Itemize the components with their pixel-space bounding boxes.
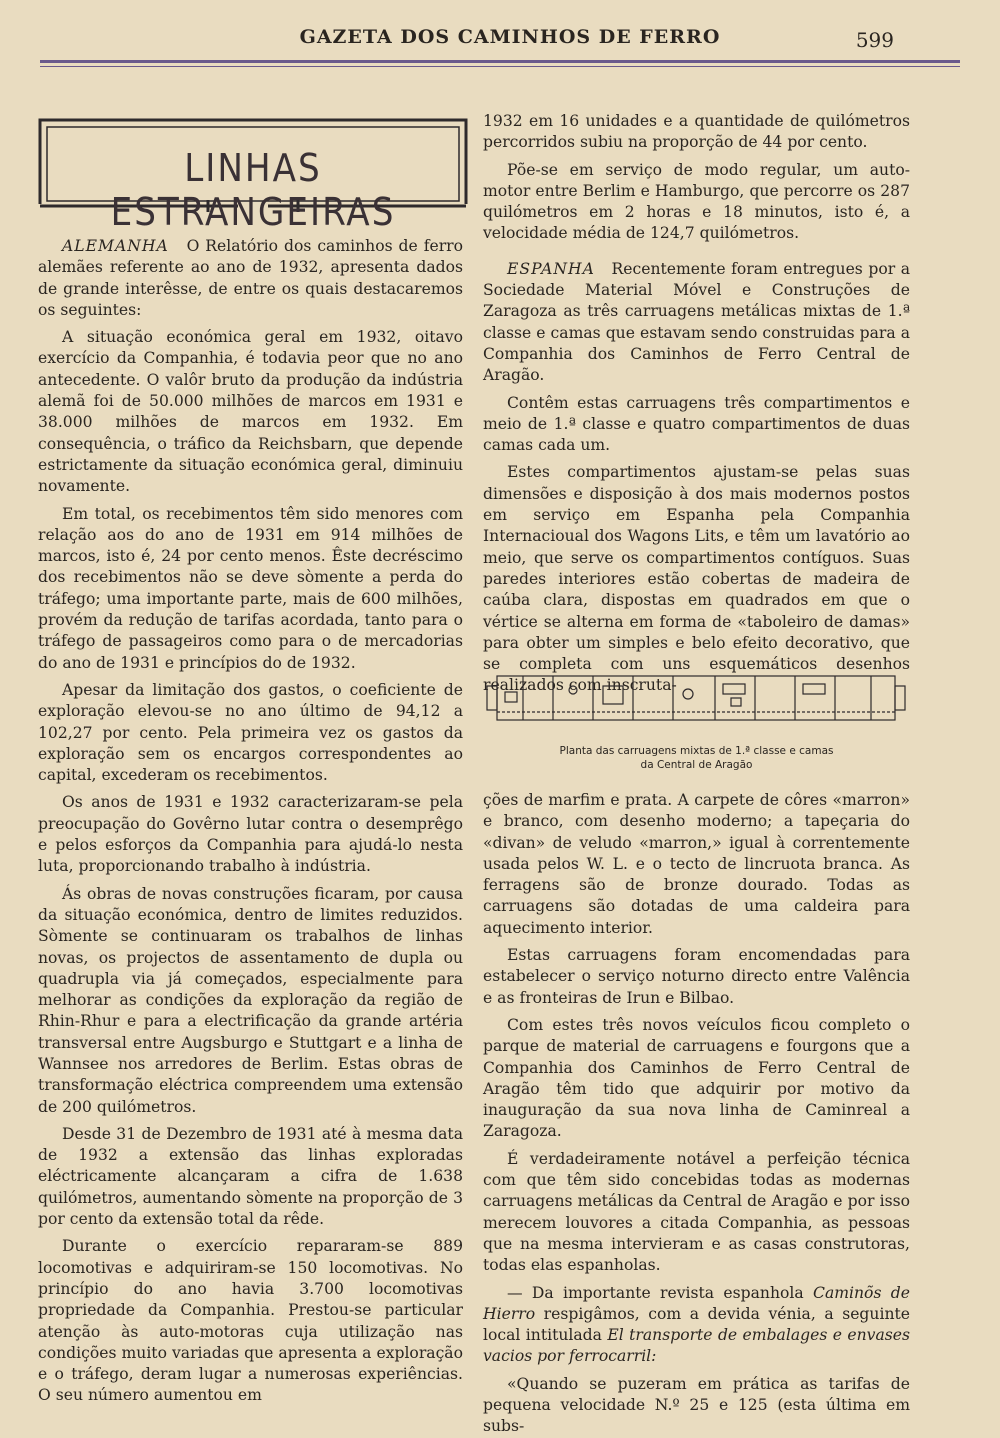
carriage-plan-drawing — [483, 664, 910, 740]
carriage-plan-figure — [483, 664, 910, 774]
masthead — [0, 18, 1000, 52]
paragraph: Desde 31 de Dezembro de 1931 até à mesma data de 1932 a extensão das linhas exploradas eléctricamente alcançaram a cifra de 1.638 quilómetros, aumentando sòmente na proporção de 3 por cento da extensão total da rêde. — [38, 1124, 463, 1229]
paragraph: Em total, os recebimentos têm sido menores com relação aos do ano de 1931 em 914 milhões de marcos, isto é, 24 por cento menos. Êste decréscimo dos recebimentos não se deve sòmente a perda do tráfego; uma importante parte, mais de 600 milhões, provém da redução de tarifas acordada, tanto para o tráfego de passageiros como para o de mercadorias do ano de 1931 e princípios do de 1932. — [38, 504, 463, 672]
paragraph: Os anos de 1931 e 1932 caracterizaram-se pela preocupação do Govêrno lutar contra o desemprêgo e pelos esforços da Companhia para ajudá-lo nesta luta, proporcionando trabalho à indústria. — [38, 793, 463, 876]
paragraph: Põe-se em serviço de modo regular, um auto-motor entre Berlim e Hamburgo, que percorre os 287 quilómetros em 2 horas e 18 minutos, isto é, a velocidade média de 124,7 quilómetros. — [483, 160, 910, 243]
section-heading: LINHAS ESTRANGEIRAS — [110, 146, 396, 234]
paragraph: Estes compartimentos ajustam-se pelas suas dimensões e disposição à dos mais modernos postos em serviço em Espanha pela Companhia Internacioual dos Wagons Lits, e têm um lavatório ao meio, que serve os compartimentos contíguos. Suas paredes interiores estão cobertas de madeira de caúba clara, dispostas em quadrados em que o vértice se alterna em forma de «taboleiro de damas» para obter um simples e belo efeito decorativo, que se completa com uns esquemáticos desenhos realizados com inscruta- — [483, 463, 910, 695]
country-label-germany: ALEMANHA — [62, 237, 169, 255]
header-rule — [40, 60, 960, 63]
paragraph: Contêm estas carruagens três compartimentos e meio de 1.ª classe e quatro compartimentos de duas camas cada um. — [483, 393, 910, 455]
paragraph-text: O Relatório dos caminhos de ferro alemães referente ao ano de 1932, apresenta dados de grande interêsse, de entre os quais destacaremos os seguintes: — [38, 237, 463, 319]
paragraph — [38, 236, 463, 321]
figure-caption — [483, 744, 910, 772]
figure-caption-line: Planta das carruagens mixtas de 1.ª classe e camas — [559, 745, 834, 757]
paragraph: Ás obras de novas construções ficaram, por causa da situação económica, dentro de limites reduzidos. Sòmente se continuaram os trabalhos de linhas novas, os projectos de assentamento de dupla ou quadrupla via já começados, especialmente para melhorar as condições da exploração da região de Rhin-Rhur e para a electrificação da grande artéria transversal entre Augsburgo e Stuttgart e a linha de Wannsee nos arredores de Berlim. Estas obras de transformação eléctrica compreendem uma extensão de 200 quilómetros. — [38, 884, 463, 1116]
paragraph: ções de marfim e prata. A carpete de côres «marron» e branco, com desenho moderno; a tapeçaria do «divan» de veludo «marron,» igual à correntemente usada pelos W. L. e o tecto de lincruota branca. As ferragens são de bronze dourado. Todas as carruagens são dotadas de uma caldeira para aquecimento interior. — [483, 791, 910, 937]
right-column-top — [483, 111, 910, 697]
paragraph: «Quando se puzeram em prática as tarifas de pequena velocidade N.º 25 e 125 (esta última em subs- — [483, 1374, 910, 1436]
section-heading-frame — [38, 118, 468, 234]
paragraph: A situação económica geral em 1932, oitavo exercício da Companhia, é todavia peor que no ano antecedente. O valôr bruto da produção da indústria alemã foi de 50.000 milhões de marcos em 1931 e 38.000 milhões de marcos em 1932. Em consequência, o tráfico da Reichsbarn, que depende estrictamente da situação económica geral, diminuiu novamente. — [38, 328, 463, 496]
paragraph — [483, 259, 910, 387]
right-column-bottom — [483, 790, 910, 1438]
paragraph: Estas carruagens foram encomendadas para estabelecer o serviço noturno directo entre Valência e as fronteiras de Irun e Bilbao. — [483, 946, 910, 1007]
paragraph: Apesar da limitação dos gastos, o coeficiente de exploração elevou-se no ano último de 94,12 a 102,27 por cento. Pela primeira vez os gastos da exploração sem os encargos correspondentes ao capital, excederam os recebimentos. — [38, 680, 463, 785]
figure-caption-line: da Central de Aragão — [640, 759, 753, 771]
header-rule-thin — [40, 66, 960, 67]
paragraph-text: — Da importante revista espanhola — [507, 1283, 814, 1302]
left-column — [38, 236, 463, 1407]
paragraph — [483, 1283, 910, 1368]
paragraph-text: Recentemente foram entregues por a Sociedade Material Móvel e Construções de Zaragoza as três carruagens metálicas mixtas de 1.ª classe e camas que estavam sendo construidas para a Companhia dos Caminhos de Ferro Central de Aragão. — [483, 259, 910, 385]
country-label-spain: ESPANHA — [507, 259, 595, 278]
italic-title: Caminõs de Hierro — [483, 1283, 910, 1323]
paragraph: 1932 em 16 unidades e a quantidade de quilómetros percorridos subiu na proporção de 44 por cento. — [483, 112, 910, 152]
page-number: 599 — [855, 28, 894, 52]
paragraph: Com estes três novos veículos ficou completo o parque de material de carruagens e fourgons que a Companhia dos Caminhos de Ferro Central de Aragão têm tido que adquirir por motivo da inauguração da sua nova linha de Caminreal a Zaragoza. — [483, 1015, 910, 1141]
paragraph: É verdadeiramente notável a perfeição técnica com que têm sido concebidas todas as modernas carruagens metálicas da Central de Aragão e por isso merecem louvores a citada Companhia, as pessoas que na mesma intervieram e as casas construtoras, todas elas espanholas. — [483, 1149, 910, 1275]
paragraph: Durante o exercício repararam-se 889 locomotivas e adquiriram-se 150 locomotivas. No princípio do ano havia 3.700 locomotivas propriedade da Companhia. Prestou-se particular atenção às auto-motoras cuja utilização nas condições muito variadas que apresenta a exploração e o tráfego, deram lugar a numerosas experiências. O seu número aumentou em — [38, 1237, 463, 1405]
paragraph-text: respigâmos, com a devida vénia, a seguinte local intitulada — [483, 1304, 910, 1345]
italic-title: El transporte de embalages e envases vacios por ferrocarril: — [483, 1326, 910, 1366]
journal-title: GAZETA DOS CAMINHOS DE FERRO — [299, 26, 721, 48]
